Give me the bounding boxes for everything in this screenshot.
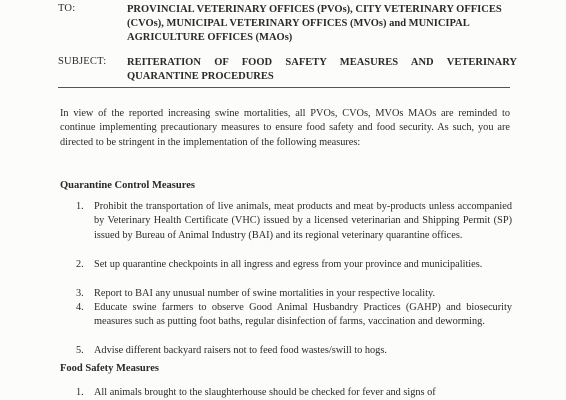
item-number: 5. [76,345,84,356]
intro-paragraph: In view of the reported increasing swine mortalities, all PVOs, CVOs, MVOs MAOs are reminded to continue implementing precautionary measures to ensure food safety and food security. As such, you are directed to be stringent in the implementation of the following measures: [60,108,510,148]
quarantine-item-5 [76,344,512,358]
item-number: 4. [76,302,84,313]
to-label: TO: [58,3,76,14]
item-number: 1. [76,387,84,398]
item-text: Advise different backyard raisers not to feed food wastes/swill to hogs. [94,345,387,356]
item-text: Educate swine farmers to observe Good Animal Husbandry Practices (GAHP) and biosecurity measures such as putting foot baths, regular disinfection of farms, vaccination and deworming. [94,302,512,328]
item-text: Prohibit the transportation of live animals, meat products and meat by-products unless accompanied by Veterinary Health Certificate (VHC) issued by a licensed veterinarian and Shipping Permit (SP) issued by Bureau of Animal Industry (BAI) and its regional veterinary quarantine offices. [94,201,512,241]
header-divider [58,87,510,88]
quarantine-heading: Quarantine Control Measures [60,180,195,191]
item-text: Set up quarantine checkpoints in all ingress and egress from your province and municipalities. [94,259,483,270]
quarantine-item-3 [76,287,512,301]
item-text: Report to BAI any unusual number of swine mortalities in your respective locality. [94,288,436,299]
subject-text: REITERATION OF FOOD SAFETY MEASURES AND VETERINARY QUARANTINE PROCEDURES [127,57,517,82]
item-text: All animals brought to the slaughterhouse should be checked for fever and signs of [94,387,436,398]
quarantine-item-2 [76,258,512,272]
item-number: 1. [76,201,84,212]
food-safety-item-1 [76,386,512,400]
to-recipients: PROVINCIAL VETERINARY OFFICES (PVOs), CITY VETERINARY OFFICES (CVOs), MUNICIPAL VETERINARY OFFICES (MVOs) and MUNICIPAL AGRICULTURE OFFICES (MAOs) [127,4,502,43]
item-number: 2. [76,259,84,270]
quarantine-item-1 [76,200,512,243]
subject-label: SUBJECT: [58,56,107,67]
quarantine-item-4 [76,301,512,330]
food-safety-heading: Food Safety Measures [60,363,159,374]
item-number: 3. [76,288,84,299]
